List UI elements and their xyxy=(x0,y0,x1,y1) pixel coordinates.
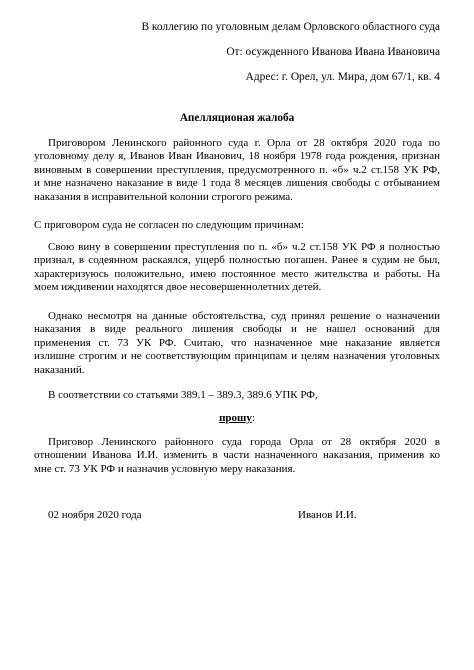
request-word: прошу xyxy=(219,412,252,424)
request-colon: : xyxy=(251,412,255,424)
addressee-line: В коллегию по уголовным делам Орловского областного суда xyxy=(141,21,440,33)
document-title: Апелляционая жалоба xyxy=(179,112,295,124)
document-date: 02 ноября 2020 года xyxy=(48,509,142,521)
text-line: характеризуюсь положительно, имею постоянное место жительства и работы. На xyxy=(34,267,440,280)
text-line: излишне строгим и не соответствующим принципам и целям назначения уголовных xyxy=(34,350,440,363)
text-line: признал, в содеянном раскаялся, ущерб полностью погашен. Ранее я судим не был, xyxy=(34,254,440,267)
paragraph-disagree xyxy=(34,219,440,232)
text-line: отношении Иванова И.И. изменить в части назначенного наказания, применив ко xyxy=(34,449,440,462)
paragraph-however xyxy=(34,310,440,377)
text-line: Свою вину в совершении преступления по п. «б» ч.2 ст.158 УК РФ я полностью xyxy=(48,241,440,253)
text-line: Приговор Ленинского районного суда города Орла от 28 октября 2020 в xyxy=(48,436,440,448)
text-line: Приговором Ленинского районного суда г. Орла от 28 октября 2020 года по xyxy=(48,137,440,149)
text-line: наказания в виде реального лишения свободы и не нашел оснований для xyxy=(34,323,440,336)
sender-line: От: осужденного Иванова Ивана Ивановича xyxy=(226,46,440,58)
text-line: С приговором суда не согласен по следующим причинам: xyxy=(34,219,304,231)
text-line: мне ст. 73 УК РФ и назначив условную меру наказания. xyxy=(34,462,296,475)
text-line: наказаний. xyxy=(34,363,85,376)
text-line: и мне назначено наказание в виде 1 года 8 месяцев лишения свободы с отбыванием xyxy=(34,177,440,190)
text-line: применения ст. 73 УК РФ. Считаю, что назначенное мне наказание является xyxy=(34,336,440,349)
paragraph-verdict xyxy=(34,137,440,204)
paragraph-articles xyxy=(34,389,440,402)
text-line: уголовному делу я, Иванов Иван Иванович, 18 ноября 1978 года рождения, признан xyxy=(34,150,440,163)
address-line: Адрес: г. Орел, ул. Мира, дом 67/1, кв. 4 xyxy=(245,71,440,83)
text-line: наказания в исправительной колонии строгого режима. xyxy=(34,190,293,203)
text-line: Однако несмотря на данные обстоятельства, суд принял решение о назначении xyxy=(48,310,440,322)
text-line: В соответствии со статьями 389.1 – 389.3, 389.6 УПК РФ, xyxy=(48,389,318,401)
paragraph-request xyxy=(34,436,440,476)
request-heading xyxy=(0,412,474,424)
text-line: виновным в совершении преступления, предусмотренного п. «б» ч.2 ст.158 УК РФ, xyxy=(34,163,440,176)
signature-name: Иванов И.И. xyxy=(298,509,357,521)
text-line: моем иждивении находятся двое несовершеннолетних детей. xyxy=(34,281,322,294)
paragraph-guilt xyxy=(34,241,440,295)
